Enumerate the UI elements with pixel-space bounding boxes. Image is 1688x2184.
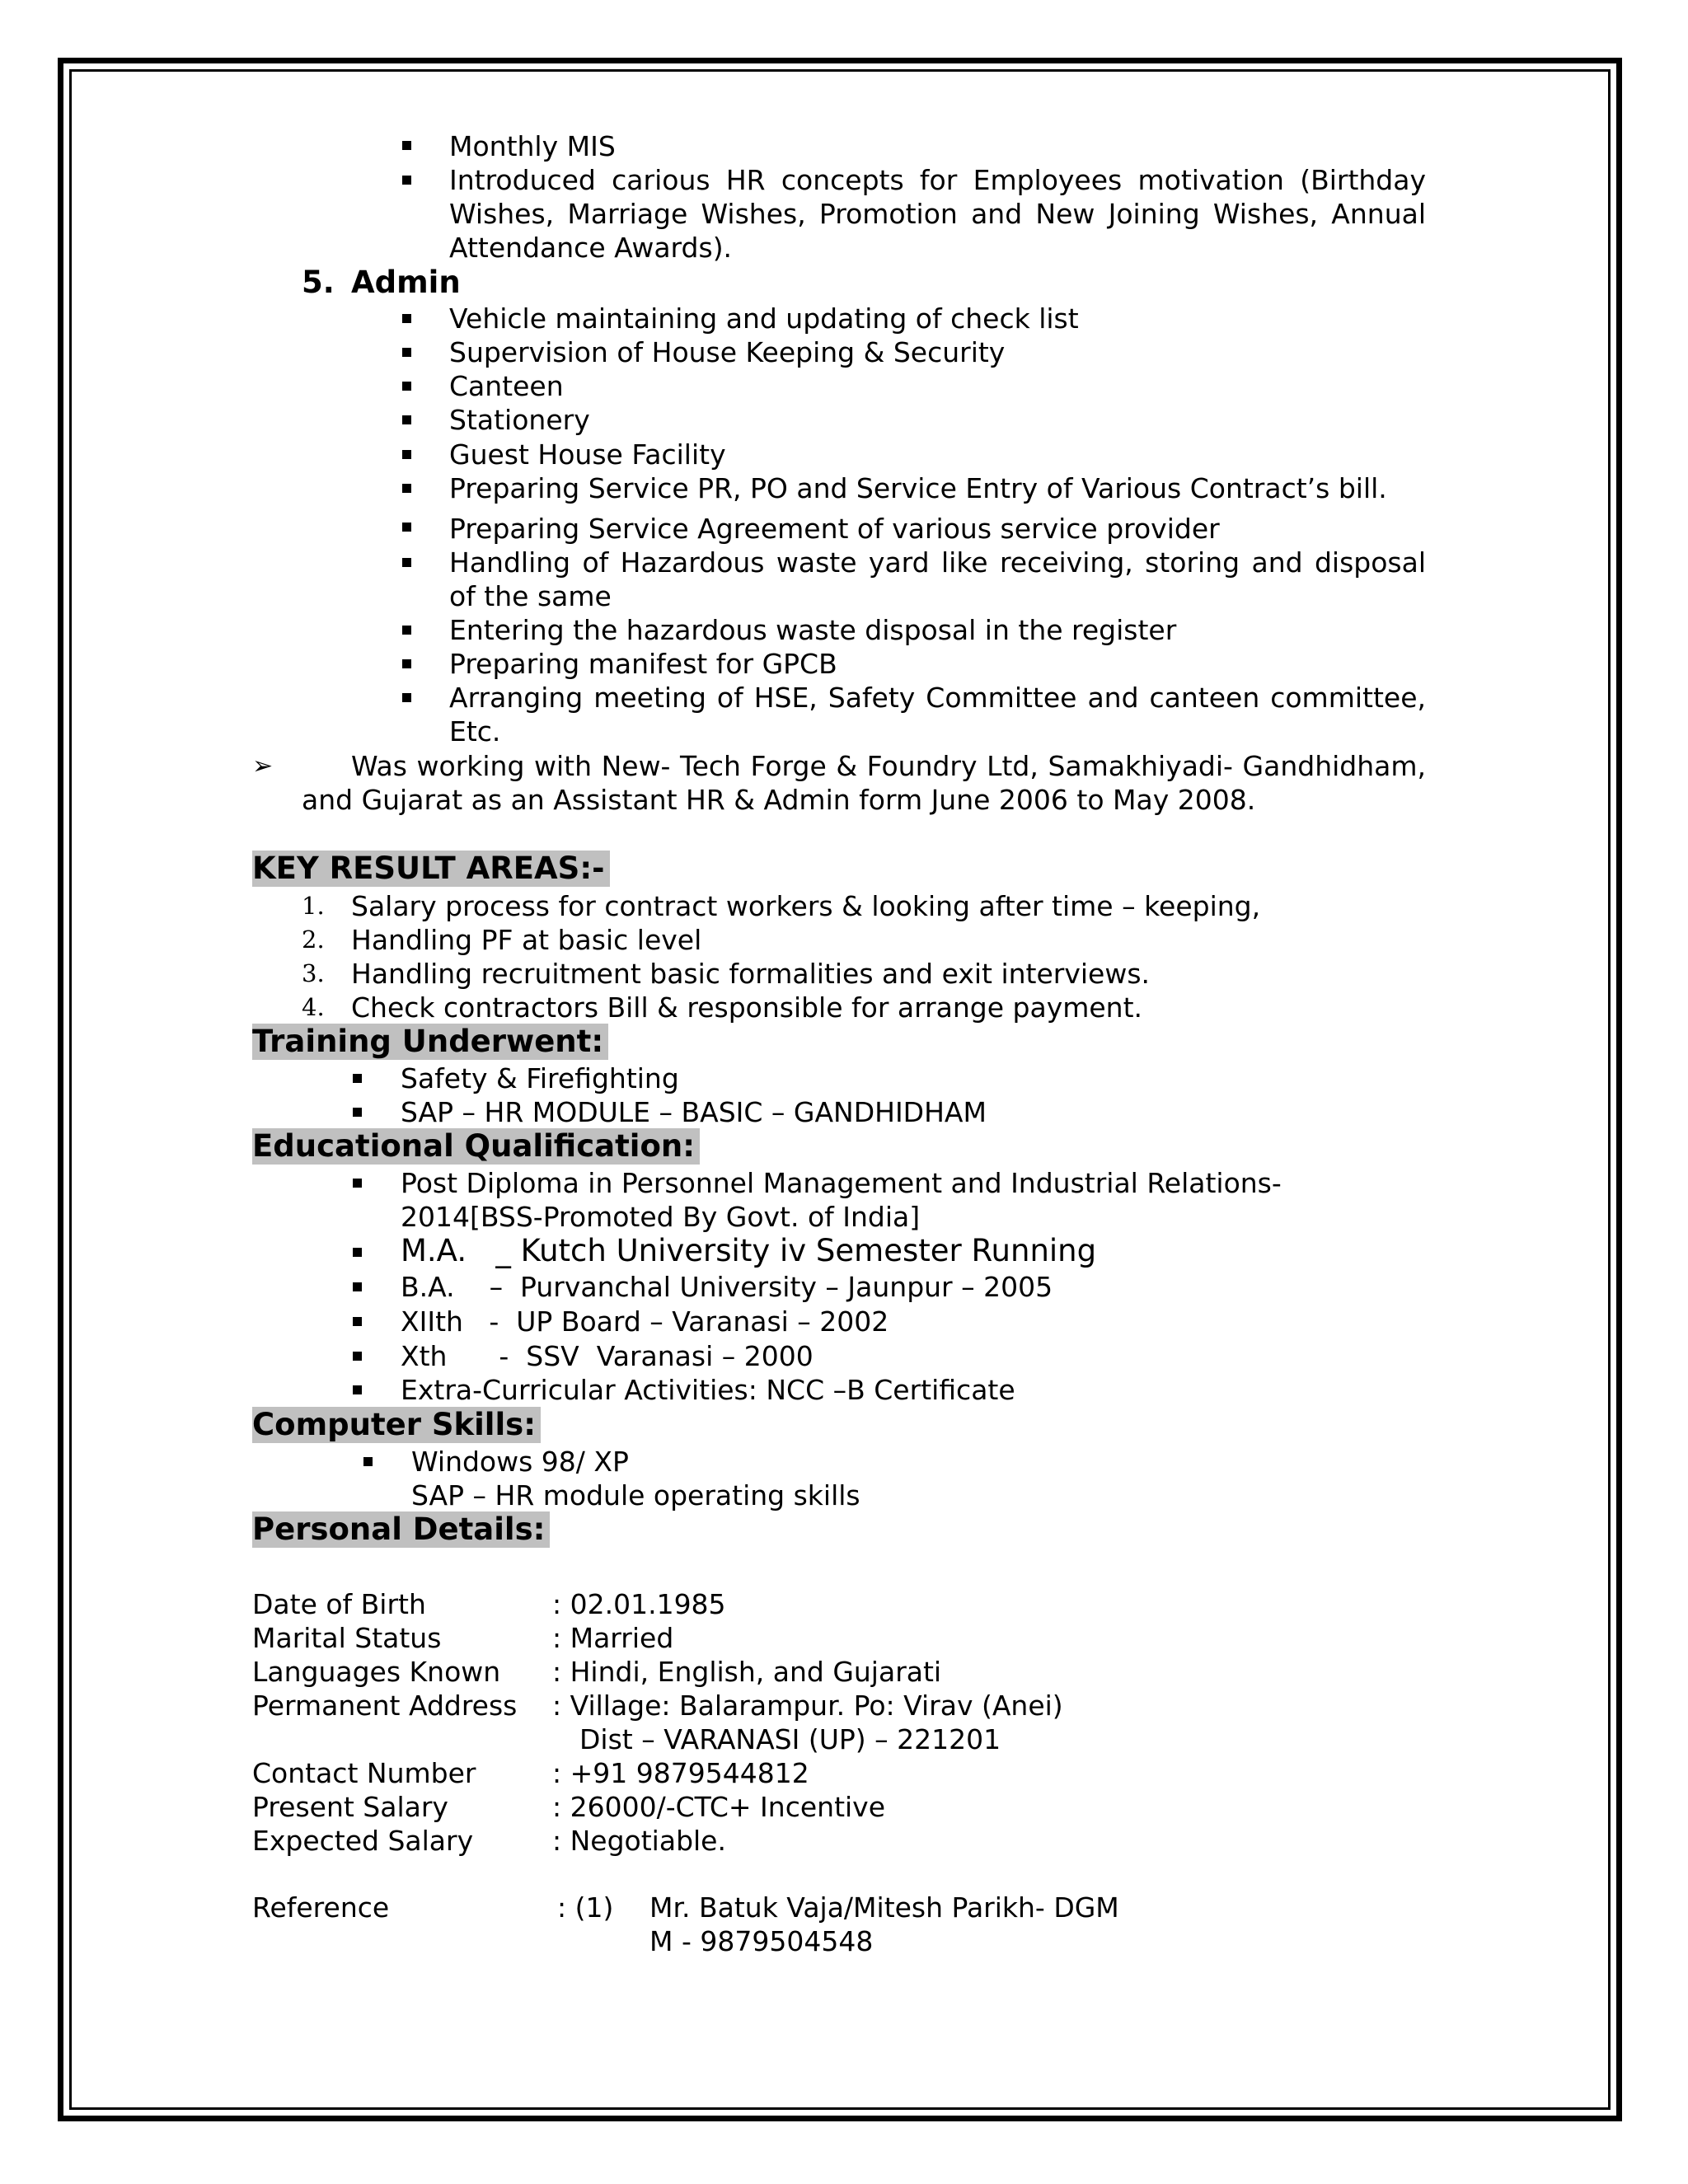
hr-bullet-item: Introduced carious HR concepts for Employees motivation (Birthday Wishes, Marriage Wishes, Promotion and New Joining Wishes, Annual Attendance Awards).	[449, 164, 1426, 264]
bullet-icon	[363, 1457, 373, 1466]
admin-item: Vehicle maintaining and updating of check list	[449, 302, 1079, 335]
bullet-icon	[402, 484, 411, 493]
bullet-icon	[402, 450, 411, 459]
personal-value: : Hindi, English, and Gujarati	[552, 1656, 942, 1688]
bullet-icon	[353, 1179, 362, 1188]
kra-item: Handling recruitment basic formalities and exit interviews.	[351, 958, 1151, 990]
education-item: M.A. _ Kutch University iv Semester Running	[401, 1233, 1097, 1268]
experience-text: Was working with New- Tech Forge & Foundry Ltd, Samakhiyadi- Gandhidham, and Gujarat as an Assistant HR & Admin form June 2006 to May 2008.	[302, 750, 1426, 816]
personal-label: Expected Salary	[252, 1825, 474, 1857]
bullet-icon	[402, 348, 411, 357]
personal-label: Permanent Address	[252, 1690, 518, 1722]
bullet-icon	[402, 176, 411, 185]
admin-item: Guest House Facility	[449, 438, 726, 471]
bullet-icon	[353, 1352, 362, 1361]
kra-number: 2.	[302, 926, 325, 954]
bullet-icon	[402, 626, 411, 635]
personal-value: : Married	[552, 1622, 674, 1654]
bullet-icon	[402, 558, 411, 567]
admin-item: Stationery	[449, 404, 590, 436]
personal-value: : 26000/-CTC+ Incentive	[552, 1791, 886, 1823]
personal-heading: Personal Details:	[252, 1511, 550, 1548]
arrow-bullet-icon: ➢	[252, 752, 274, 780]
bullet-icon	[402, 693, 411, 702]
kra-number: 1.	[302, 892, 325, 920]
reference-index: : (1)	[557, 1891, 614, 1924]
education-item: Extra-Curricular Activities: NCC –B Certificate	[401, 1374, 1015, 1406]
reference-label: Reference	[252, 1891, 390, 1924]
computer-heading: Computer Skills:	[252, 1407, 541, 1443]
kra-number: 4.	[302, 993, 325, 1021]
personal-value: : +91 9879544812	[552, 1757, 809, 1789]
training-heading: Training Underwent:	[252, 1024, 608, 1060]
kra-item: Salary process for contract workers & looking after time – keeping,	[351, 890, 1261, 922]
admin-item: Preparing Service Agreement of various service provider	[449, 513, 1220, 545]
admin-title: Admin	[351, 265, 461, 300]
kra-item: Check contractors Bill & responsible for arrange payment.	[351, 991, 1143, 1024]
admin-item: Canteen	[449, 370, 564, 402]
reference-name: Mr. Batuk Vaja/Mitesh Parikh- DGM	[649, 1891, 1119, 1924]
bullet-icon	[402, 523, 411, 532]
kra-number: 3.	[302, 959, 325, 987]
bullet-icon	[402, 141, 411, 150]
personal-value: : Village: Balarampur. Po: Virav (Anei)	[552, 1690, 1063, 1722]
bullet-icon	[353, 1074, 362, 1083]
personal-value: : Negotiable.	[552, 1825, 726, 1857]
hr-bullet-item: Monthly MIS	[449, 130, 616, 162]
bullet-icon	[353, 1282, 362, 1291]
bullet-icon	[402, 659, 411, 668]
education-heading: Educational Qualification:	[252, 1128, 700, 1165]
training-item: SAP – HR MODULE – BASIC – GANDHIDHAM	[401, 1096, 987, 1128]
computer-item: Windows 98/ XP	[411, 1446, 629, 1478]
admin-item: Arranging meeting of HSE, Safety Committee and canteen committee, Etc.	[449, 682, 1426, 748]
admin-item: Preparing manifest for GPCB	[449, 648, 837, 680]
personal-value-continuation: Dist – VARANASI (UP) – 221201	[579, 1723, 1001, 1755]
personal-label: Date of Birth	[252, 1588, 426, 1620]
training-item: Safety & Firefighting	[401, 1062, 679, 1094]
bullet-icon	[353, 1108, 362, 1117]
education-item-continuation: 2014[BSS-Promoted By Govt. of India]	[401, 1201, 921, 1233]
bullet-icon	[353, 1385, 362, 1394]
admin-item: Supervision of House Keeping & Security	[449, 336, 1006, 368]
personal-label: Languages Known	[252, 1656, 501, 1688]
education-item: XIIth - UP Board – Varanasi – 2002	[401, 1305, 889, 1338]
personal-label: Marital Status	[252, 1622, 442, 1654]
kra-item: Handling PF at basic level	[351, 924, 702, 956]
bullet-icon	[353, 1317, 362, 1326]
kra-heading: KEY RESULT AREAS:-	[252, 851, 610, 887]
bullet-icon	[353, 1248, 362, 1257]
reference-mobile: M - 9879504548	[649, 1925, 874, 1957]
admin-item: Entering the hazardous waste disposal in the register	[449, 614, 1177, 646]
bullet-icon	[402, 314, 411, 323]
admin-item: Preparing Service PR, PO and Service Entry of Various Contract’s bill.	[449, 472, 1387, 504]
computer-item: SAP – HR module operating skills	[411, 1479, 860, 1511]
bullet-icon	[402, 415, 411, 424]
admin-number: 5.	[302, 265, 335, 300]
personal-value: : 02.01.1985	[552, 1588, 726, 1620]
bullet-icon	[402, 382, 411, 391]
education-item: Xth - SSV Varanasi – 2000	[401, 1340, 814, 1372]
education-item: B.A. – Purvanchal University – Jaunpur – 2005	[401, 1271, 1053, 1303]
education-item: Post Diploma in Personnel Management and Industrial Relations-	[401, 1167, 1282, 1199]
personal-label: Contact Number	[252, 1757, 476, 1789]
personal-label: Present Salary	[252, 1791, 448, 1823]
admin-item: Handling of Hazardous waste yard like receiving, storing and disposal of the same	[449, 546, 1426, 612]
